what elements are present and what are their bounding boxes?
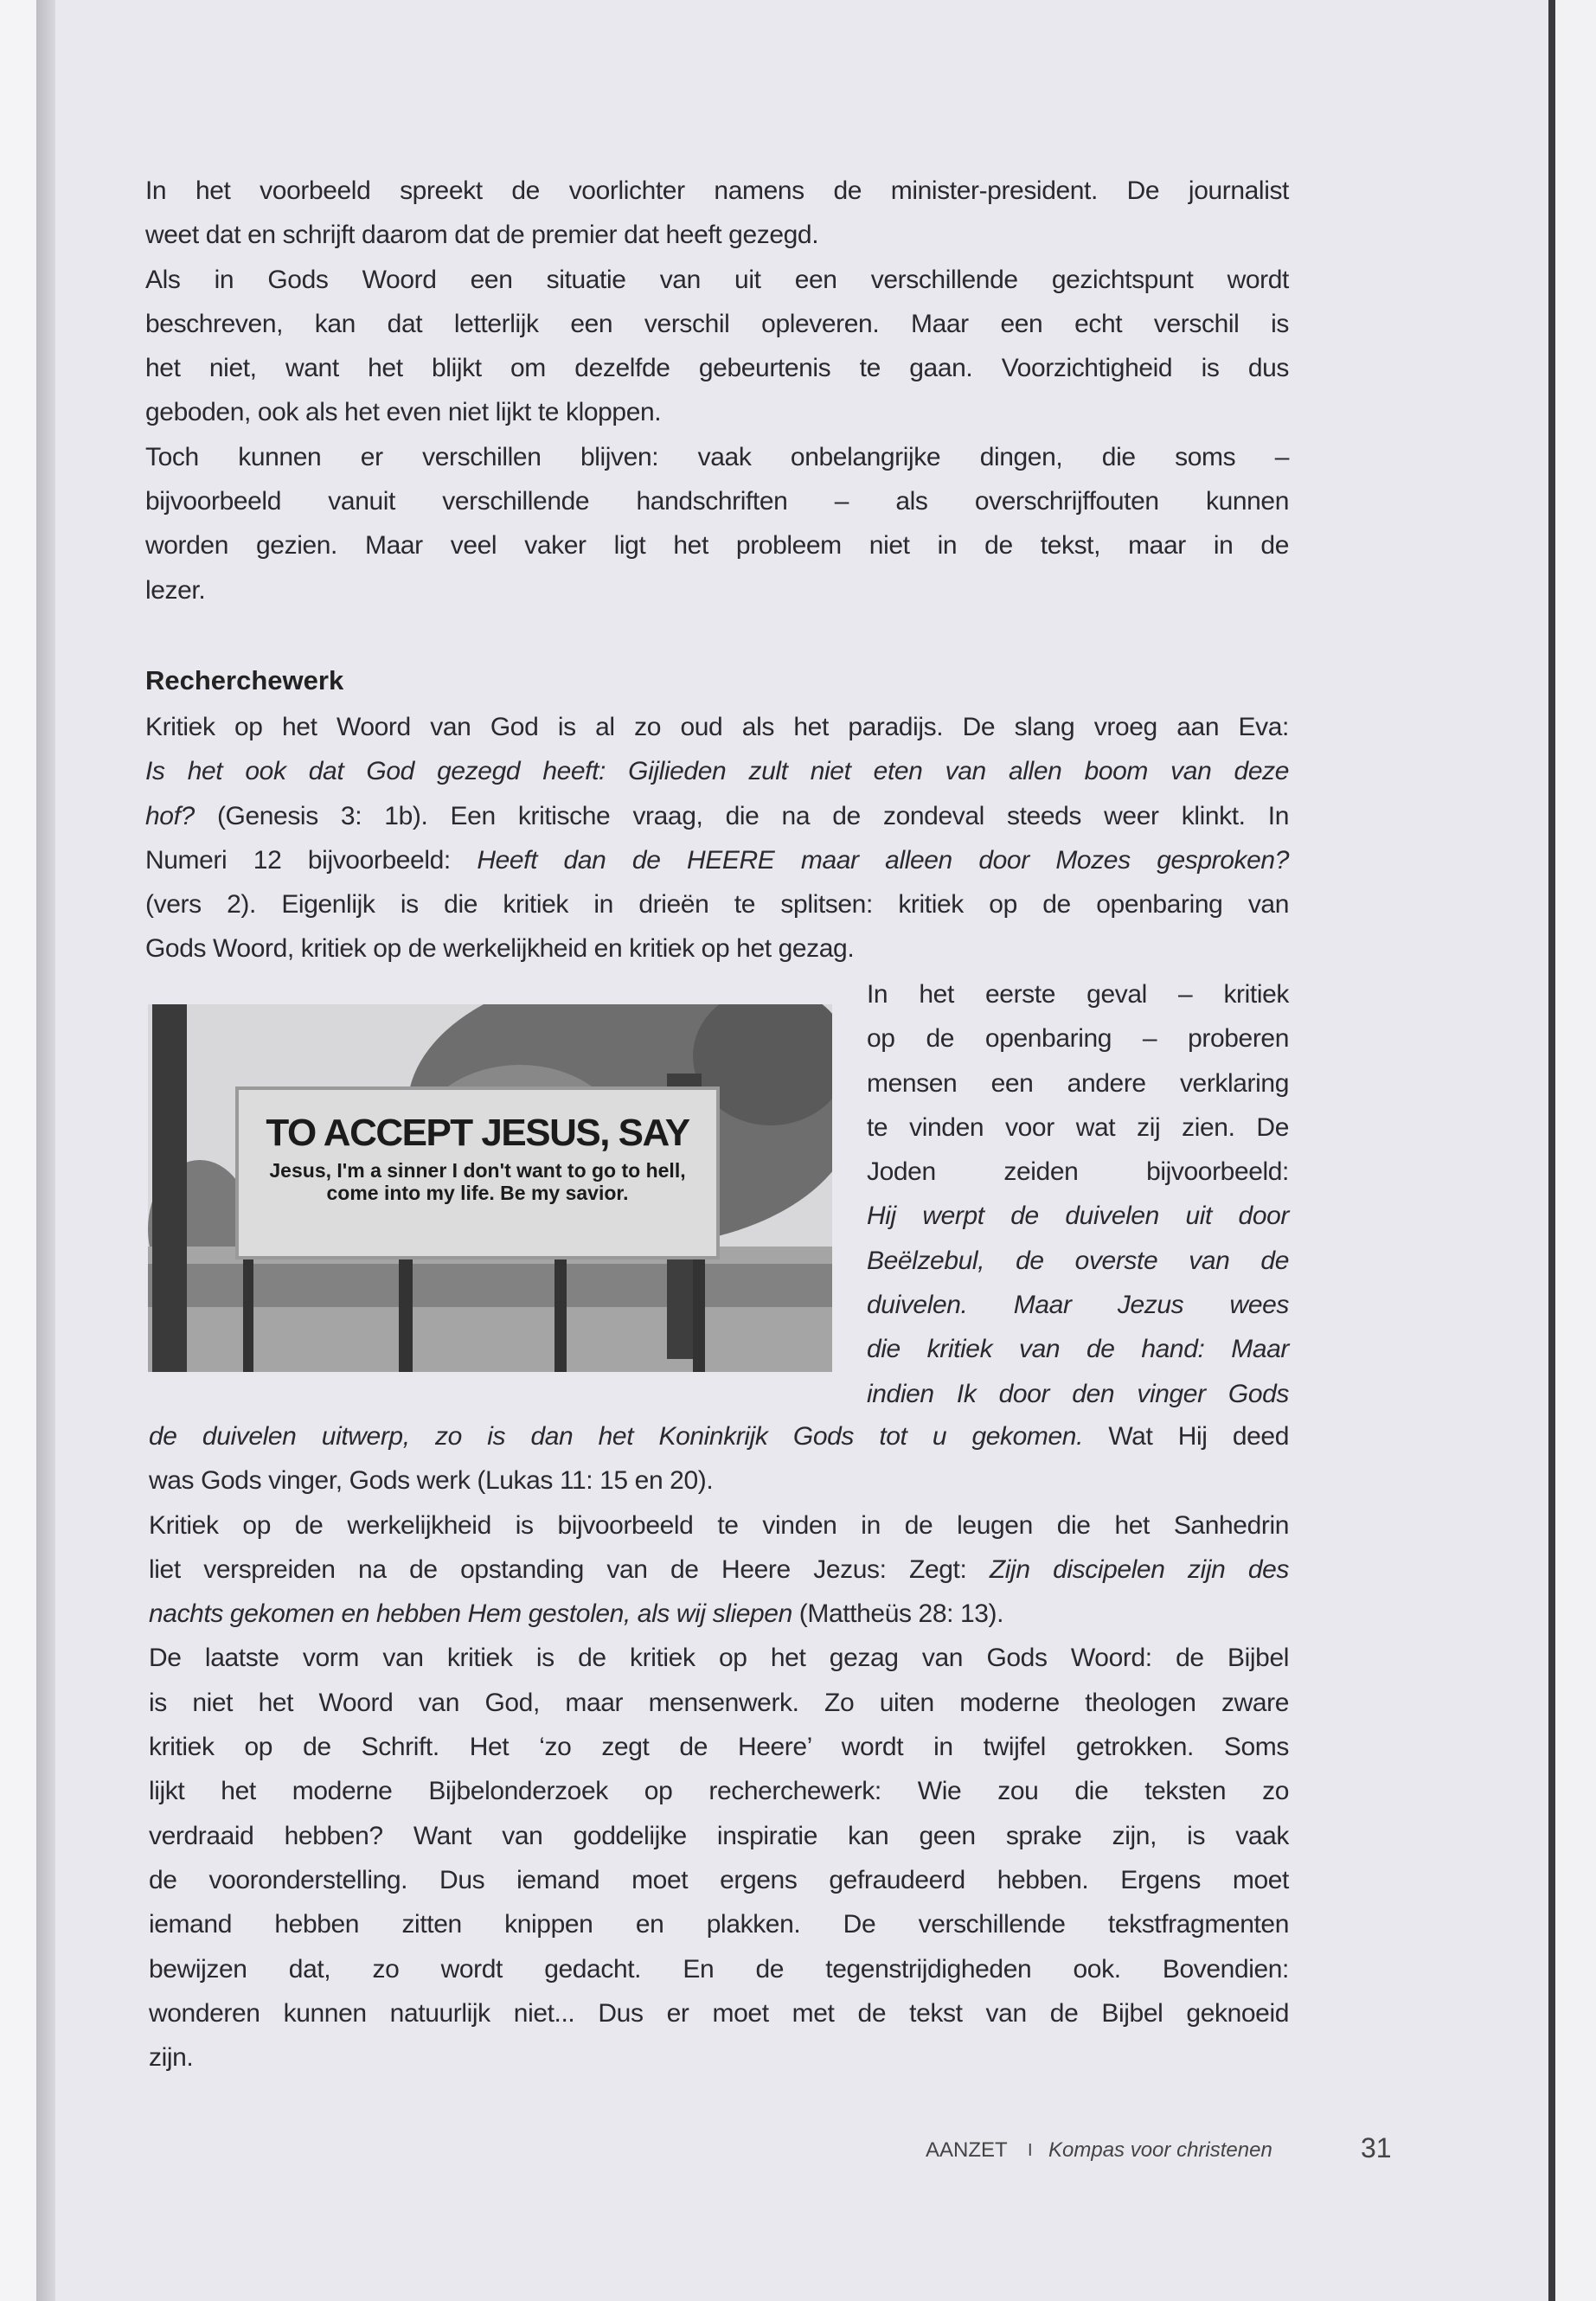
text-line	[149, 1592, 1289, 1636]
text-segment: weet dat en schrijft daarom dat de premier dat heeft gezegd.	[145, 221, 819, 250]
section-top-paragraph	[145, 705, 1289, 971]
text-line	[867, 1016, 1289, 1061]
text-segment: Numeri 12 bijvoorbeeld:	[145, 845, 478, 875]
page-binding-shadow	[36, 0, 55, 2301]
page-edge-right	[1548, 0, 1555, 2301]
text-line	[867, 1106, 1289, 1150]
italic-quote: die kritiek van de hand: Maar	[867, 1335, 1289, 1364]
text-line	[149, 1636, 1289, 1680]
italic-quote: Beëlzebul, de overste van de	[867, 1246, 1289, 1275]
page-margin-left	[0, 0, 36, 2301]
text-segment: Gods Woord, kritiek op de werkelijkheid en kritiek op het gezag.	[145, 934, 855, 964]
italic-quote: Is het ook dat God gezegd heeft: Gijlieden zult niet eten van allen boom van deze	[145, 757, 1289, 786]
text-segment: De laatste vorm van kritiek is de kritiek op het gezag van Gods Woord: de Bijbel	[149, 1644, 1289, 1673]
text-line	[145, 568, 1289, 612]
text-line	[867, 1150, 1289, 1194]
text-line	[867, 1194, 1289, 1238]
text-segment: bijvoorbeeld vanuit verschillende handschriften – als overschrijffouten kunnen	[145, 487, 1289, 516]
text-segment: Joden zeiden bijvoorbeeld:	[867, 1157, 1289, 1187]
italic-quote: hof?	[145, 801, 195, 830]
text-line	[867, 1327, 1289, 1371]
text-segment: Kritiek op het Woord van God is al zo oud als het paradijs. De slang vroeg aan Eva:	[145, 713, 1289, 741]
text-line	[149, 1858, 1289, 1902]
text-segment: lezer.	[145, 575, 206, 605]
text-segment: wonderen kunnen natuurlijk niet... Dus er moet met de tekst van de Bijbel geknoeid	[149, 1998, 1289, 2028]
text-line	[149, 1414, 1289, 1458]
text-line	[145, 213, 1289, 257]
text-segment: was Gods vinger, Gods werk (Lukas 11: 15 en 20).	[149, 1466, 714, 1496]
text-line	[145, 794, 1289, 838]
text-segment: zijn.	[149, 2043, 194, 2073]
text-segment: beschreven, kan dat letterlijk een verschil opleveren. Maar een echt verschil is	[145, 309, 1289, 338]
italic-quote: Hij werpt de duivelen uit door	[867, 1202, 1289, 1231]
text-segment: geboden, ook als het even niet lijkt te kloppen.	[145, 398, 662, 427]
footer-subtitle: Kompas voor christenen	[1048, 2138, 1272, 2162]
text-line	[867, 972, 1289, 1016]
billboard-photo	[148, 1004, 832, 1372]
page-margin-right	[1555, 0, 1596, 2301]
text-segment: Kritiek op de werkelijkheid is bijvoorbeeld te vinden in de leugen die het Sanhedrin	[149, 1510, 1289, 1540]
text-line	[145, 435, 1289, 479]
text-segment: is niet het Woord van God, maar mensenwerk. Zo uiten moderne theologen zware	[149, 1688, 1289, 1717]
footer-separator: I	[1028, 2141, 1033, 2160]
italic-quote: nachts gekomen en hebben Hem gestolen, als wij sliepen	[149, 1599, 792, 1629]
text-segment: In het voorbeeld spreekt de voorlichter namens de minister-president. De journalist	[145, 176, 1289, 205]
billboard-sign	[235, 1086, 720, 1259]
text-line	[145, 390, 1289, 434]
text-line	[149, 1725, 1289, 1769]
text-line	[145, 523, 1289, 567]
text-line	[149, 1548, 1289, 1592]
text-segment: Toch kunnen er verschillen blijven: vaak onbelangrijke dingen, die soms –	[145, 442, 1289, 471]
text-line	[145, 302, 1289, 346]
italic-quote: indien Ik door den vinger Gods	[867, 1379, 1289, 1408]
intro-paragraphs	[145, 169, 1289, 612]
text-line	[145, 882, 1289, 926]
text-segment: het niet, want het blijkt om dezelfde gebeurtenis te gaan. Voorzichtigheid is dus	[145, 354, 1289, 383]
text-segment: mensen een andere verklaring	[867, 1068, 1289, 1098]
italic-quote: de duivelen uitwerp, zo is dan het Koninkrijk Gods tot u gekomen.	[149, 1422, 1084, 1451]
footer-series: AANZET	[926, 2138, 1008, 2162]
text-segment: (Genesis 3: 1b). Een kritische vraag, die na de zondeval steeds weer klinkt. In	[194, 801, 1289, 830]
text-segment: lijkt het moderne Bijbelonderzoek op recherchewerk: Wie zou die teksten zo	[149, 1777, 1289, 1806]
text-segment: Wat Hij deed	[1083, 1422, 1290, 1451]
text-line	[145, 479, 1289, 523]
text-line	[867, 1061, 1289, 1106]
section-bottom-paragraphs	[149, 1414, 1289, 2080]
text-segment: bewijzen dat, zo wordt gedacht. En de tegenstrijdigheden ook. Bovendien:	[149, 1954, 1289, 1984]
side-column-paragraph	[867, 972, 1289, 1416]
text-line	[145, 705, 1289, 749]
text-line	[149, 1814, 1289, 1858]
text-line	[145, 749, 1289, 793]
text-line	[149, 1902, 1289, 1946]
text-segment: te vinden voor wat zij zien. De	[867, 1112, 1289, 1142]
text-line	[149, 1769, 1289, 1813]
italic-quote: Zijn discipelen zijn des	[989, 1554, 1290, 1584]
text-line	[145, 346, 1289, 390]
text-line	[145, 169, 1289, 213]
text-line	[149, 1991, 1289, 2035]
text-segment: Als in Gods Woord een situatie van uit een verschillende gezichtspunt wordt	[145, 265, 1289, 294]
text-segment: worden gezien. Maar veel vaker ligt het probleem niet in de tekst, maar in de	[145, 531, 1289, 561]
text-line	[149, 1458, 1289, 1503]
sign-title: TO ACCEPT JESUS, SAY	[266, 1112, 689, 1154]
text-line	[149, 1503, 1289, 1548]
text-line	[149, 1681, 1289, 1725]
text-line	[149, 2035, 1289, 2080]
text-segment: liet verspreiden na de opstanding van de Heere Jezus: Zegt:	[149, 1554, 990, 1584]
italic-quote: Heeft dan de HEERE maar alleen door Mozes gesproken?	[477, 845, 1289, 875]
text-line	[145, 926, 1289, 971]
text-segment: iemand hebben zitten knippen en plakken. De verschillende tekstfragmenten	[149, 1910, 1289, 1939]
text-line	[145, 838, 1289, 882]
text-line	[145, 258, 1289, 302]
text-line	[867, 1372, 1289, 1416]
text-segment: de vooronderstelling. Dus iemand moet ergens gefraudeerd hebben. Ergens moet	[149, 1865, 1289, 1894]
text-line	[867, 1239, 1289, 1283]
text-segment: kritiek op de Schrift. Het ‘zo zegt de Heere’ wordt in twijfel getrokken. Soms	[149, 1733, 1289, 1762]
section-heading: Recherchewerk	[145, 665, 344, 695]
page-number: 31	[1361, 2132, 1392, 2163]
italic-quote: duivelen. Maar Jezus wees	[867, 1291, 1289, 1320]
text-line	[867, 1283, 1289, 1327]
text-line	[149, 1947, 1289, 1991]
text-segment: In het eerste geval – kritiek	[867, 980, 1289, 1009]
text-segment: verdraaid hebben? Want van goddelijke inspiratie kan geen sprake zijn, is vaak	[149, 1821, 1289, 1850]
text-segment: (vers 2). Eigenlijk is die kritiek in drieën te splitsen: kritiek op de openbaring van	[145, 890, 1289, 920]
sign-body: Jesus, I'm a sinner I don't want to go to hell, come into my life. Be my savior.	[269, 1159, 686, 1204]
text-segment: op de openbaring – proberen	[867, 1024, 1289, 1054]
text-segment: (Mattheüs 28: 13).	[792, 1599, 1004, 1629]
